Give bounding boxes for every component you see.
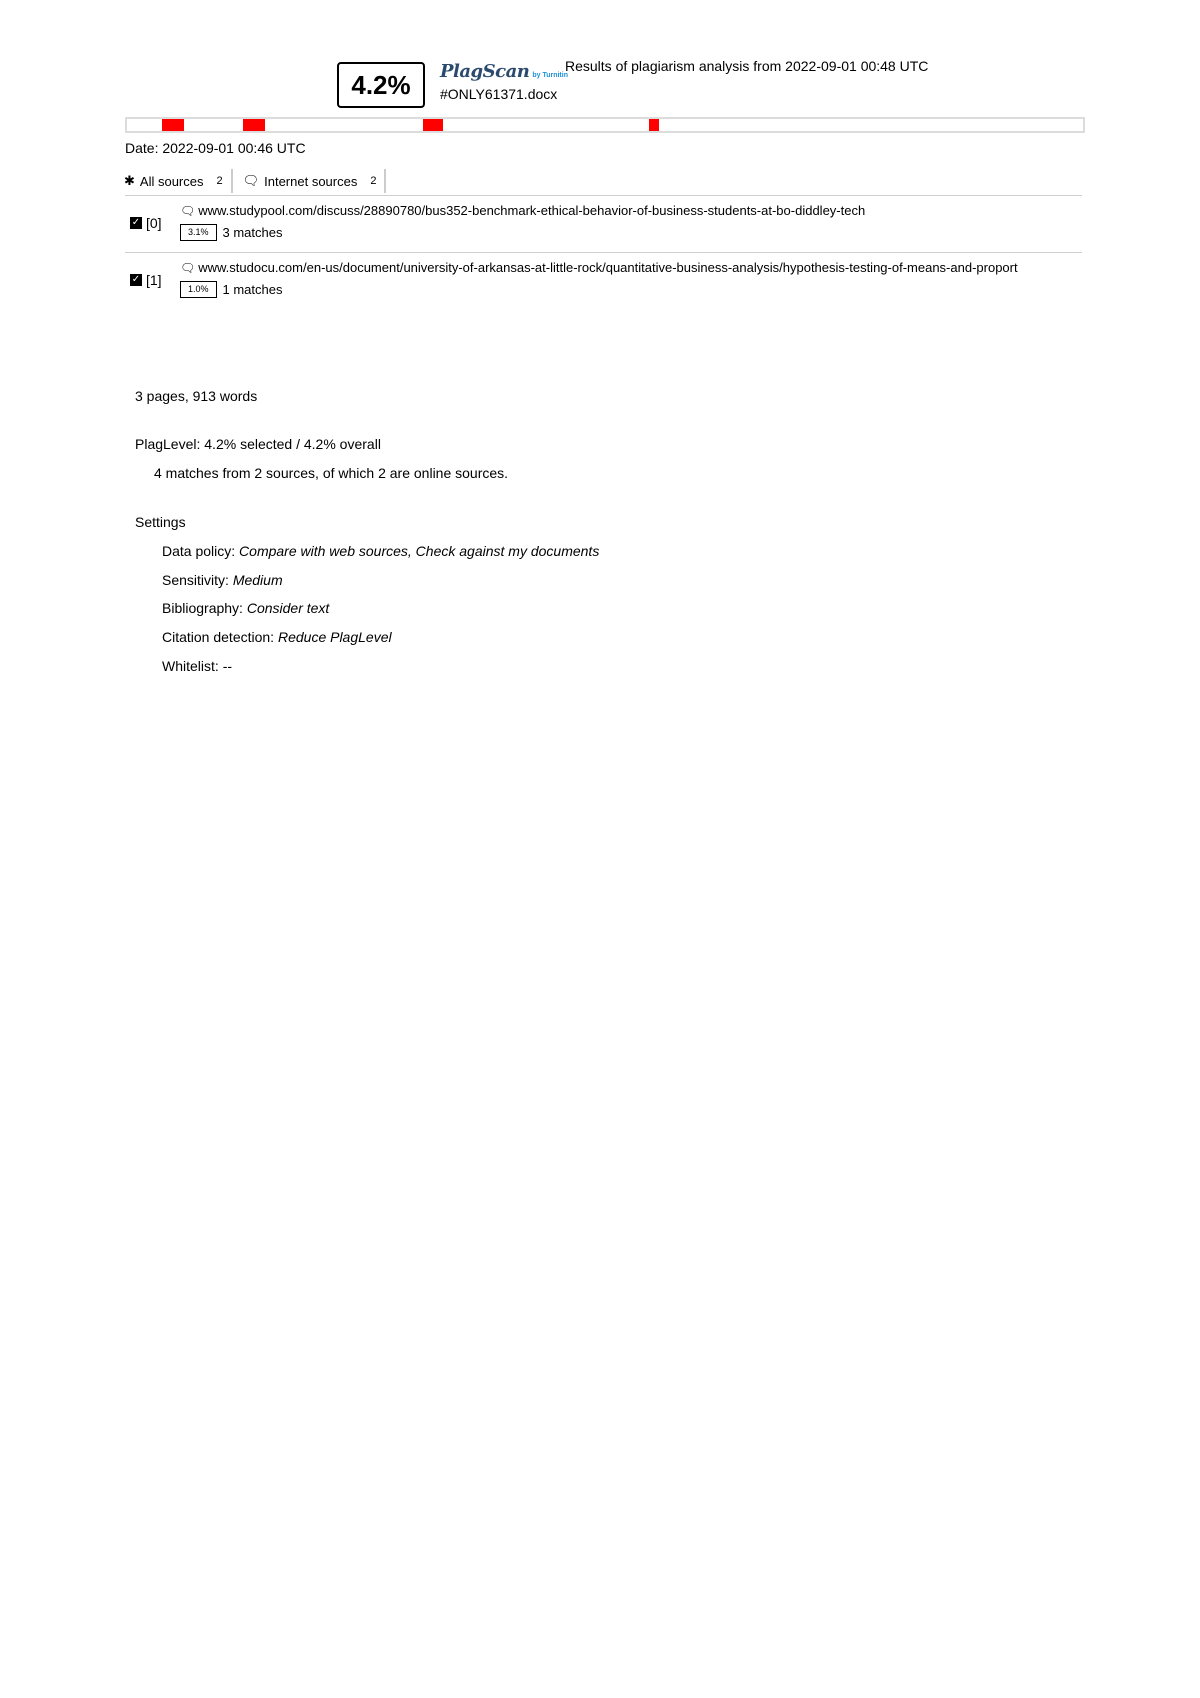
analysis-date: Date: 2022-09-01 00:46 UTC: [125, 140, 306, 156]
setting-label: Data policy:: [162, 543, 236, 559]
setting-value: Medium: [232, 572, 283, 588]
setting-value: --: [222, 658, 233, 674]
setting-citation-detection: [162, 629, 392, 645]
match-distribution-bar: [125, 117, 1085, 133]
tab-count: 2: [370, 175, 377, 187]
checkbox-checked-icon[interactable]: ✓: [131, 274, 141, 285]
source-index: [0]: [146, 215, 162, 231]
divider: [125, 252, 1082, 253]
tab-label: All sources: [139, 173, 204, 189]
source-percent-badge: 3.1%: [180, 224, 217, 241]
plaglevel-summary: PlagLevel: 4.2% selected / 4.2% overall: [135, 436, 381, 452]
checkbox-checked-icon[interactable]: ✓: [131, 217, 141, 228]
source-url-text[interactable]: www.studypool.com/discuss/28890780/bus352-benchmark-ethical-behavior-of-business-students-at-bo-diddley-tech: [198, 203, 866, 218]
setting-whitelist: [162, 658, 232, 674]
setting-value: Consider text: [246, 600, 330, 616]
match-summary: 4 matches from 2 sources, of which 2 are online sources.: [154, 465, 509, 481]
source-row: [130, 260, 1090, 306]
source-checkbox[interactable]: [130, 215, 162, 231]
file-name: #ONLY61371.docx: [440, 86, 558, 102]
report-title: Results of plagiarism analysis from 2022-09-01 00:48 UTC: [565, 58, 929, 74]
document-stats: 3 pages, 913 words: [135, 388, 258, 404]
match-segment[interactable]: [162, 119, 184, 131]
source-meta: [180, 224, 283, 241]
source-matches: 3 matches: [222, 225, 283, 240]
plagscan-logo: [440, 56, 568, 82]
source-percent-badge: 1.0%: [180, 281, 217, 298]
source-url[interactable]: [180, 203, 865, 218]
match-segment[interactable]: [243, 119, 265, 131]
source-matches: 1 matches: [222, 282, 283, 297]
match-segment[interactable]: [423, 119, 443, 131]
logo-wordmark: PlagScan: [440, 61, 530, 82]
match-segment[interactable]: [649, 119, 660, 131]
plaglevel-score-box: 4.2%: [337, 62, 425, 108]
setting-label: Citation detection:: [162, 629, 275, 645]
tab-label: Internet sources: [264, 173, 358, 189]
setting-label: Whitelist:: [162, 658, 219, 674]
setting-label: Bibliography:: [162, 600, 243, 616]
settings-heading: Settings: [135, 514, 186, 530]
globe-icon: 🗨: [180, 261, 196, 275]
tab-all-sources[interactable]: [124, 169, 233, 193]
asterisk-icon: ✱: [124, 173, 135, 188]
globe-icon: 🗨: [180, 204, 196, 218]
setting-sensitivity: [162, 572, 283, 588]
setting-value: Compare with web sources, Check against my documents: [239, 543, 600, 559]
source-url-text[interactable]: www.studocu.com/en-us/document/university-of-arkansas-at-little-rock/quantitative-business-analysis/hypothesis-testing-of-means-and-proport: [198, 260, 1018, 275]
source-meta: [180, 281, 283, 298]
setting-label: Sensitivity:: [162, 572, 229, 588]
logo-byline: by Turnitin: [532, 72, 568, 79]
tab-internet-sources[interactable]: [243, 169, 387, 193]
source-tabs: [124, 168, 396, 194]
source-index: [1]: [146, 272, 162, 288]
source-url[interactable]: [180, 260, 1018, 275]
setting-value: Reduce PlagLevel: [277, 629, 392, 645]
setting-bibliography: [162, 600, 329, 616]
source-row: [130, 203, 1090, 249]
globe-chat-icon: 🗨: [242, 173, 260, 188]
source-checkbox[interactable]: [130, 272, 162, 288]
tab-count: 2: [216, 175, 223, 187]
divider: [125, 195, 1082, 196]
setting-data-policy: [162, 543, 599, 559]
